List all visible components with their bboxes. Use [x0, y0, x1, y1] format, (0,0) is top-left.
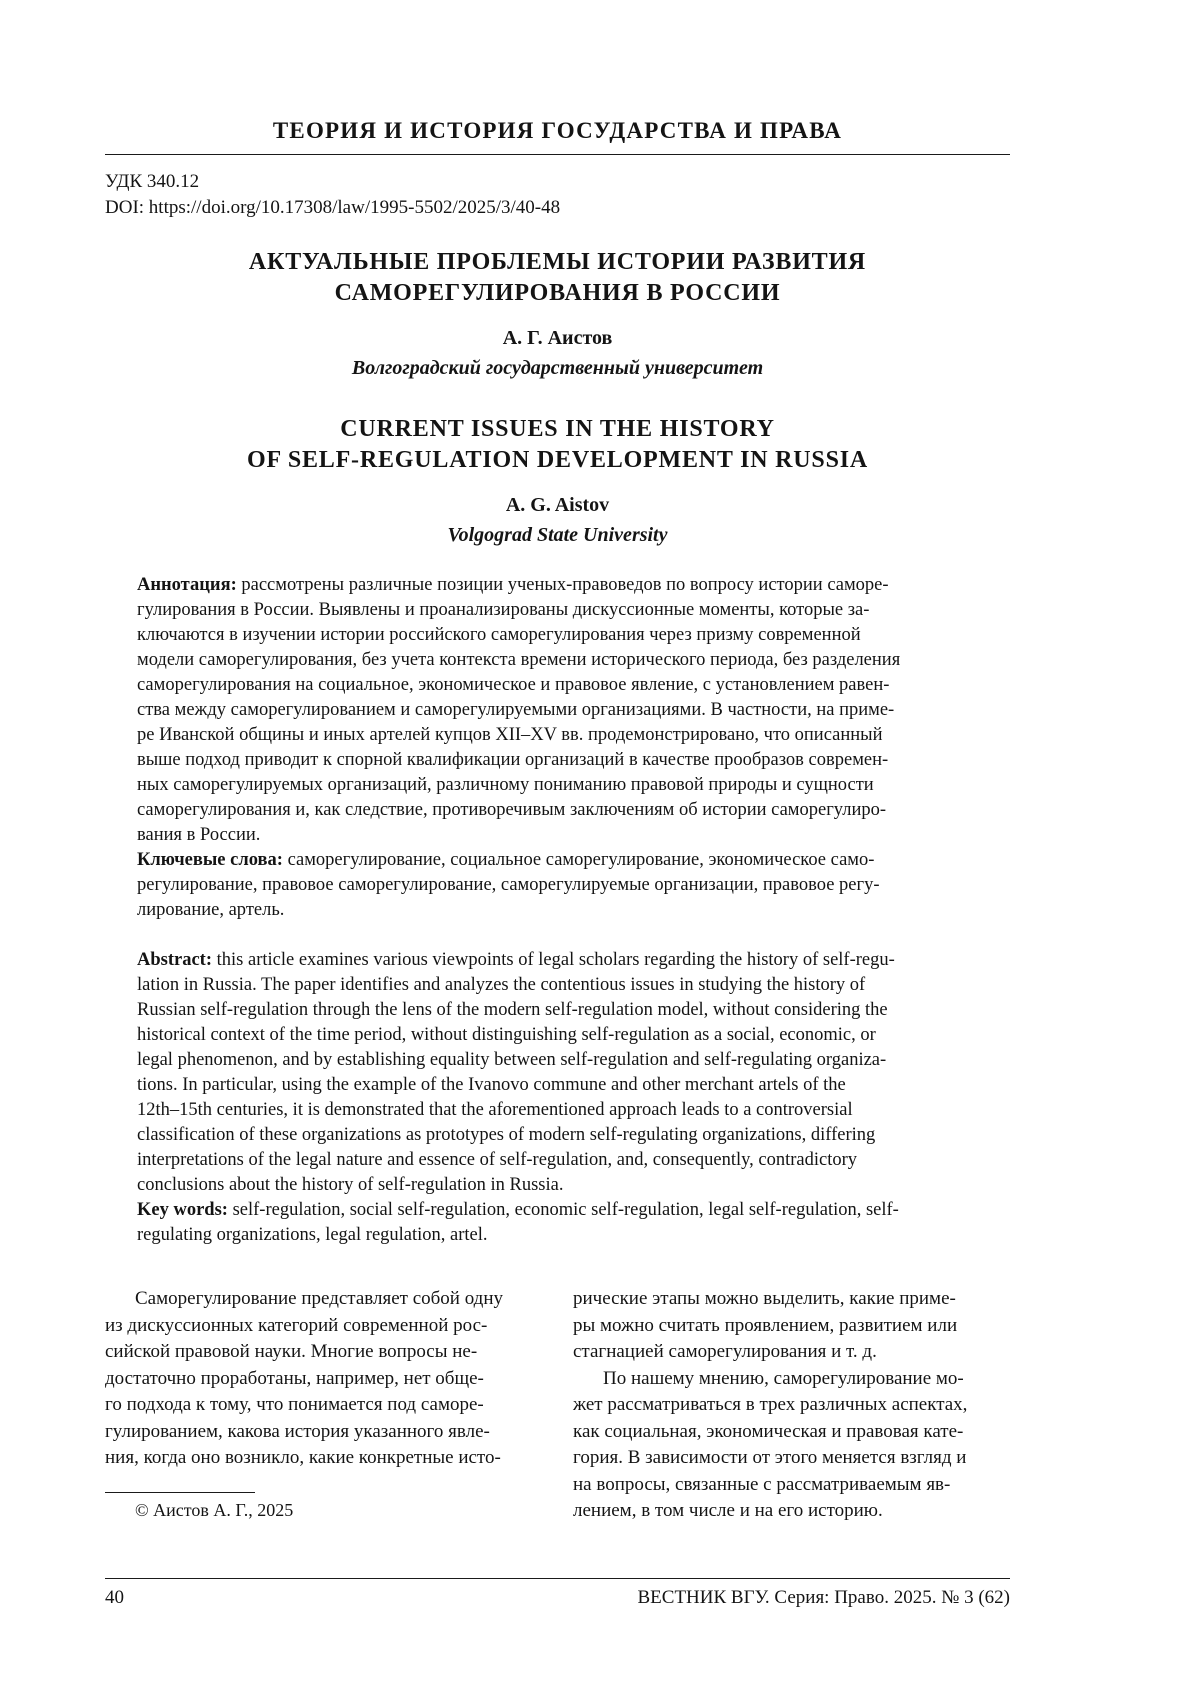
abstract-en [105, 948, 1010, 1198]
footnote-rule [105, 1492, 255, 1493]
page-footer [105, 1578, 1010, 1609]
body-paragraph-right-2: По нашему мнению, саморегулирование мо- жет рассматриваться в трех различных аспектах, как социальная, экономическая и правовая кате- гория. В зависимости от этого меняется взгляд и на вопросы, связанные с рассматриваемым яв- лением, в том числе и на его историю. [573, 1367, 968, 1521]
body-columns [105, 1286, 1010, 1525]
body-paragraph-left: Саморегулирование представляет собой одну из дискуссионных категорий современной рос- сийской правовой науки. Многие вопросы не- достаточно проработаны, например, нет обще- го подхода к тому, что понимается под саморе- гулированием, какова история указанного явле- ния, когда оно возникло, какие конкретные исто- [105, 1288, 503, 1468]
header-rule [105, 154, 1010, 155]
page-content [105, 118, 1010, 1525]
keywords-text-ru: саморегулирование, социальное саморегулирование, экономическое само- регулирование, правовое саморегулирование, саморегулируемые организации, правовое регу- лирование, артель. [137, 850, 880, 920]
footnote [105, 1492, 542, 1521]
copyright-note: © Аистов А. Г., 2025 [135, 1499, 294, 1520]
body-paragraph-right-1: рические этапы можно выделить, какие приме- ры можно считать проявлением, развитием или стагнацией саморегулирования и т. д. [573, 1288, 958, 1362]
author-name-en: A. G. Aistov [505, 494, 610, 516]
keywords-label-ru: Ключевые слова: [137, 850, 283, 870]
author-name-ru: А. Г. Аистов [502, 327, 613, 349]
keywords-text-en: self-regulation, social self-regulation, economic self-regulation, legal self-regulation, self- regulating organizations, legal regulation, artel. [137, 1200, 899, 1245]
page-number: 40 [105, 1587, 124, 1608]
article-title-ru: АКТУАЛЬНЫЕ ПРОБЛЕМЫ ИСТОРИИ РАЗВИТИЯ САМОРЕГУЛИРОВАНИЯ В РОССИИ [248, 249, 867, 306]
affiliation-ru: Волгоградский государственный университет [351, 357, 764, 379]
article-title-en: CURRENT ISSUES IN THE HISTORY OF SELF-REGULATION DEVELOPMENT IN RUSSIA [247, 416, 868, 473]
annotation-label: Аннотация: [137, 575, 237, 595]
footer-rule [105, 1578, 1010, 1579]
keywords-ru [105, 848, 1010, 923]
section-header: ТЕОРИЯ И ИСТОРИЯ ГОСУДАРСТВА И ПРАВА [272, 118, 843, 143]
annotation-text: рассмотрены различные позиции ученых-правоведов по вопросу истории саморе- гулирования в России. Выявлены и проанализированы дискуссионные моменты, которые за- ключаются в изучении истории российского саморегулирования через призму современной модели саморегулирования, без учета контекста времени исторического периода, без разделения саморегулирования на социальное, экономическое и правовое явление, с установлением равен- ства между саморегулированием и саморегулируемыми организациями. В частности, на приме- ре Иванской общины и иных артелей купцов XII–XV вв. продемонстрировано, что описанный выше подход приводит к спорной квалификации организаций в качестве прообразов современ- ных саморегулируемых организаций, различному пониманию правовой природы и сущности саморегулирования и, как следствие, противоречивым заключениям об истории саморегулиро- вания в России. [137, 575, 901, 845]
abstract-text: this article examines various viewpoints of legal scholars regarding the history of self-regu- lation in Russia. The paper identifies and analyzes the contentious issues in studying the history of Russian self-regulation through the lens of the modern self-regulation model, without considering the historical context of the time period, without distinguishing self-regulation as a social, economic, or legal phenomenon, and by establishing equality between self-regulation and self-regulating organiza- tions. In particular, using the example of the Ivanovo commune and other merchant artels of the 12th–15th centuries, it is demonstrated that the aforementioned approach leads to a controversial classification of these organizations as prototypes of modern self-regulating organizations, differing interpretations of the legal nature and essence of self-regulation, and, consequently, contradictory conclusions about the history of self-regulation in Russia. [137, 950, 895, 1195]
right-column [573, 1286, 1010, 1525]
keywords-en [105, 1198, 1010, 1248]
affiliation-en: Volgograd State University [447, 524, 668, 546]
footer-row [105, 1587, 1010, 1609]
annotation-ru [105, 573, 1010, 848]
keywords-label-en: Key words: [137, 1200, 228, 1220]
journal-reference: ВЕСТНИК ВГУ. Серия: Право. 2025. № 3 (62) [637, 1587, 1010, 1608]
abstract-label: Abstract: [137, 950, 213, 970]
udc-number: УДК 340.12 [105, 171, 200, 192]
left-column [105, 1286, 542, 1525]
doi-line: DOI: https://doi.org/10.17308/law/1995-5502/2025/3/40-48 [105, 197, 561, 218]
